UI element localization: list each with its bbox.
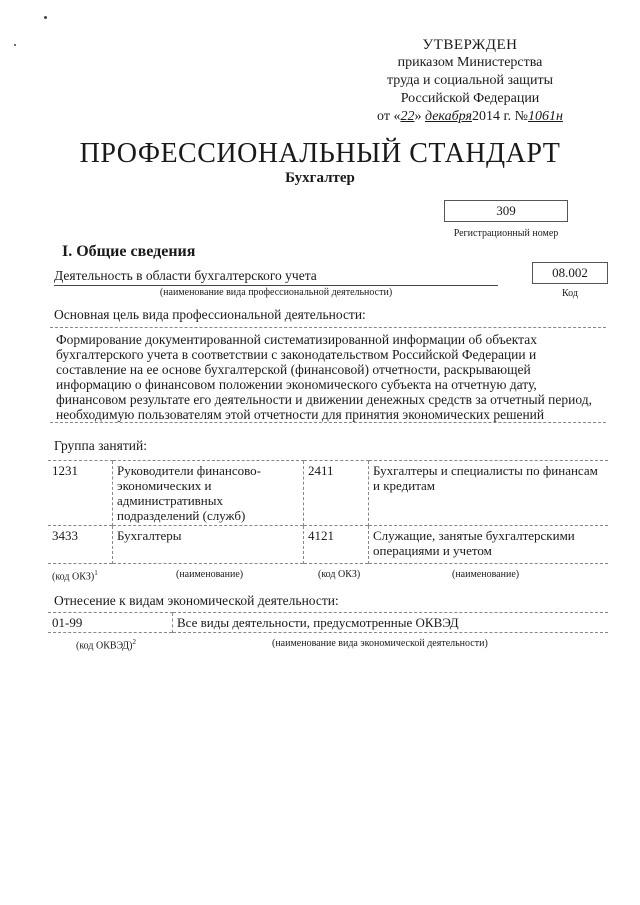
document-subtitle: Бухгалтер — [285, 170, 355, 186]
goal-text: Формирование документированной систематизированной информации об объектах бухгалтерского учета в соответствии с законодательством Российской Федерации и составление на ее основе бухгалтерской (финансовой) отчетности, раскрывающей информацию о финансовом положении экономического субъекта на отчетную дату, финансовом результате его деятельности и движении денежных средств за отчетный период, необходимую пользователям этой отчетности для принятия экономических решений — [50, 327, 606, 423]
approval-line: Российской Федерации — [400, 91, 540, 106]
occupations-label: Группа занятий: — [54, 438, 147, 453]
okved-code-caption: (код ОКВЭД)$^2$ — [76, 638, 136, 652]
approval-date-line — [360, 108, 580, 126]
footnote-mark: 2 — [132, 638, 136, 646]
activity-name: Деятельность в области бухгалтерского учета — [54, 268, 498, 286]
scan-speck — [44, 16, 47, 19]
economic-label: Отнесение к видам экономической деятельности: — [54, 593, 339, 608]
okved-name-caption: (наименование вида экономической деятельности) — [272, 638, 488, 649]
okz-name: Бухгалтеры и специалисты по финансам и кредитам — [369, 461, 609, 526]
okz-name: Руководители финансово-экономических и административных подразделений (служб) — [113, 461, 304, 526]
approval-line: труда и социальной защиты — [387, 73, 553, 88]
okved-name: Все виды деятельности, предусмотренные ОКВЭД — [173, 613, 609, 633]
okz-name-caption: (наименование) — [452, 569, 520, 580]
activity-code: 08.002 — [552, 265, 588, 280]
section-heading: I. Общие сведения — [62, 243, 196, 260]
okz-name: Служащие, занятые бухгалтерскими операциями и учетом — [369, 526, 609, 564]
scan-speck — [14, 44, 16, 46]
footnote-mark: 1 — [94, 569, 98, 577]
date-mid: » — [414, 109, 425, 124]
registration-number-box — [444, 200, 568, 222]
okz-code: 2411 — [304, 461, 369, 526]
okz-code-caption: (код ОКЗ)$^1$ — [52, 569, 98, 583]
okz-code-caption: (код ОКЗ) — [318, 569, 361, 580]
document-title: ПРОФЕССИОНАЛЬНЫЙ СТАНДАРТ — [79, 138, 561, 169]
okz-name-caption: (наименование) — [176, 569, 244, 580]
table-row — [48, 461, 608, 526]
date-year: 2014 г. № — [471, 109, 529, 124]
code-caption: Код — [562, 288, 578, 299]
activity-caption: (наименование вида профессиональной деятельности) — [159, 287, 393, 298]
table-row — [48, 526, 608, 564]
registration-number: 309 — [496, 203, 516, 218]
activity-code-box — [532, 262, 608, 284]
okz-code: 3433 — [48, 526, 113, 564]
okz-code: 1231 — [48, 461, 113, 526]
okz-name: Бухгалтеры — [113, 526, 304, 564]
okz-code: 4121 — [304, 526, 369, 564]
approval-title: УТВЕРЖДЕН — [422, 37, 518, 53]
okved-table — [48, 612, 608, 633]
date-month: декабря — [424, 109, 472, 124]
table-row — [48, 613, 608, 633]
goal-label: Основная цель вида профессиональной деятельности: — [54, 307, 366, 322]
occupations-table — [48, 460, 608, 564]
date-prefix: от « — [377, 109, 401, 124]
approval-line: приказом Министерства — [397, 55, 543, 70]
order-number: 1061н — [528, 109, 563, 124]
date-day: 22 — [400, 109, 415, 124]
okved-code: 01-99 — [48, 613, 173, 633]
registration-label: Регистрационный номер — [453, 228, 559, 239]
approval-block — [360, 36, 580, 126]
